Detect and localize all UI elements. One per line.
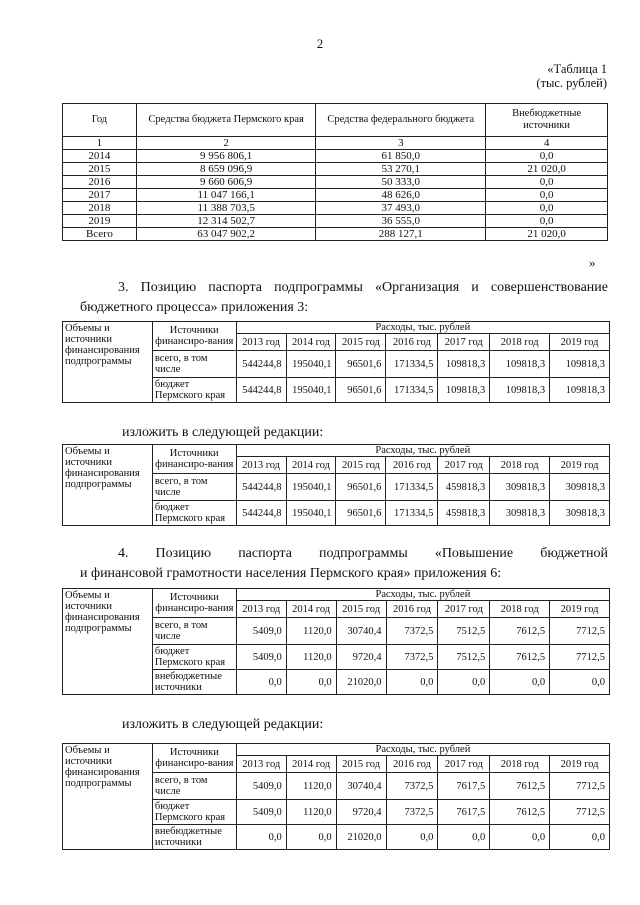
- paragraph-3-line-1: 3. Позицию паспорта подпрограммы «Организация и совершенствование: [118, 280, 608, 295]
- expense-value: 0,0: [386, 670, 438, 695]
- expense-value: 0,0: [236, 825, 286, 850]
- cell-extrabudget: 0,0: [486, 176, 608, 189]
- expense-value: 171334,5: [386, 501, 438, 526]
- expense-value: 544244,8: [236, 378, 286, 403]
- cell-extrabudget: 0,0: [486, 215, 608, 228]
- expense-value: 5409,0: [236, 645, 286, 670]
- year-header: 2016 год: [386, 756, 438, 773]
- paragraph-4-line-1: 4. Позицию паспорта подпрограммы «Повышение бюджетной: [118, 546, 608, 561]
- year-header: 2014 год: [286, 457, 336, 474]
- year-header: 2013 год: [236, 457, 286, 474]
- cell-regional-budget: 12 314 502,7: [136, 215, 316, 228]
- year-header: 2013 год: [236, 334, 286, 351]
- expense-value: 309818,3: [550, 501, 610, 526]
- cell-regional-budget: 11 047 166,1: [136, 189, 316, 202]
- expense-value: 544244,8: [236, 474, 286, 501]
- cell-extrabudget: 0,0: [486, 189, 608, 202]
- cell-extrabudget: 21 020,0: [486, 163, 608, 176]
- expense-value: 7372,5: [386, 773, 438, 800]
- passport-table-old-3: [62, 321, 610, 403]
- expense-value: 0,0: [490, 825, 550, 850]
- year-header: 2017 год: [438, 601, 490, 618]
- year-header: 2017 год: [438, 756, 490, 773]
- cell-extrabudget: 0,0: [486, 202, 608, 215]
- table-row: [63, 176, 608, 189]
- header-year: Год: [63, 104, 137, 137]
- expense-value: 195040,1: [286, 378, 336, 403]
- expense-value: 109818,3: [438, 378, 490, 403]
- expense-value: 0,0: [286, 825, 336, 850]
- paragraph-4: [80, 544, 608, 584]
- expense-value: 30740,4: [336, 618, 386, 645]
- cell-year: 2019: [63, 215, 137, 228]
- year-header: 2017 год: [438, 334, 490, 351]
- expense-value: 7512,5: [438, 618, 490, 645]
- expense-value: 0,0: [550, 670, 610, 695]
- expense-value: 0,0: [286, 670, 336, 695]
- col-number: 4: [486, 137, 608, 150]
- page-number: 2: [316, 36, 324, 51]
- col-number: 2: [136, 137, 316, 150]
- expense-value: 7712,5: [550, 773, 610, 800]
- source-name: бюджет Пермского края: [152, 378, 236, 403]
- expenses-header: Расходы, тыс. рублей: [236, 589, 609, 601]
- year-header: 2019 год: [550, 334, 610, 351]
- year-header: 2018 год: [490, 756, 550, 773]
- financing-table: [62, 103, 608, 241]
- year-header: 2018 год: [490, 334, 550, 351]
- expense-value: 7712,5: [550, 618, 610, 645]
- expense-value: 7617,5: [438, 800, 490, 825]
- expense-value: 109818,3: [438, 351, 490, 378]
- year-header: 2019 год: [550, 457, 610, 474]
- header-federal-budget: Средства федерального бюджета: [316, 104, 486, 137]
- expense-value: 7372,5: [386, 645, 438, 670]
- table-row: [63, 189, 608, 202]
- expense-value: 309818,3: [490, 501, 550, 526]
- cell-federal-budget: 53 270,1: [316, 163, 486, 176]
- expense-value: 7712,5: [550, 800, 610, 825]
- year-header: 2015 год: [336, 601, 386, 618]
- expense-value: 0,0: [490, 670, 550, 695]
- expenses-header: Расходы, тыс. рублей: [236, 322, 609, 334]
- cell-federal-budget: 288 127,1: [316, 228, 486, 241]
- expense-value: 96501,6: [336, 351, 386, 378]
- source-name: внебюджетные источники: [152, 670, 236, 695]
- passport-table-new-6: [62, 743, 610, 850]
- source-name: бюджет Пермского края: [152, 800, 236, 825]
- expense-value: 195040,1: [286, 351, 336, 378]
- expense-value: 309818,3: [490, 474, 550, 501]
- expense-value: 7617,5: [438, 773, 490, 800]
- expenses-header: Расходы, тыс. рублей: [236, 445, 609, 457]
- expense-value: 544244,8: [236, 501, 286, 526]
- expense-value: 195040,1: [286, 474, 336, 501]
- year-header: 2015 год: [336, 756, 386, 773]
- year-header: 2016 год: [386, 334, 438, 351]
- year-header: 2019 год: [550, 601, 610, 618]
- expense-value: 459818,3: [438, 474, 490, 501]
- expense-value: 1120,0: [286, 618, 336, 645]
- passport-label: Объемы и источники финансирования подпрограммы: [63, 589, 153, 695]
- header-regional-budget: Средства бюджета Пермского края: [136, 104, 316, 137]
- col-number: 3: [316, 137, 486, 150]
- source-name: всего, в том числе: [152, 474, 236, 501]
- expound-text: изложить в следующей редакции:: [122, 717, 324, 732]
- cell-year: 2015: [63, 163, 137, 176]
- expense-value: 1120,0: [286, 645, 336, 670]
- year-header: 2018 год: [490, 457, 550, 474]
- year-header: 2014 год: [286, 601, 336, 618]
- expense-value: 171334,5: [386, 474, 438, 501]
- expense-value: 21020,0: [336, 670, 386, 695]
- table-row: [63, 202, 608, 215]
- expense-value: 7612,5: [490, 645, 550, 670]
- closing-quote: »: [589, 255, 596, 270]
- cell-year: 2017: [63, 189, 137, 202]
- table-caption-title: «Таблица 1: [547, 62, 607, 76]
- sources-header: Источники финансиро-вания: [152, 589, 236, 618]
- cell-federal-budget: 36 555,0: [316, 215, 486, 228]
- paragraph-3: [80, 278, 608, 318]
- cell-federal-budget: 37 493,0: [316, 202, 486, 215]
- expense-value: 96501,6: [336, 501, 386, 526]
- source-name: всего, в том числе: [152, 618, 236, 645]
- year-header: 2014 год: [286, 334, 336, 351]
- expense-value: 0,0: [386, 825, 438, 850]
- passport-table-new-3: [62, 444, 610, 526]
- table-row: [63, 228, 608, 241]
- header-extrabudget: Внебюджетные источники: [486, 104, 608, 137]
- source-name: бюджет Пермского края: [152, 645, 236, 670]
- expense-value: 195040,1: [286, 501, 336, 526]
- expense-value: 96501,6: [336, 474, 386, 501]
- expense-value: 109818,3: [550, 378, 610, 403]
- expense-value: 5409,0: [236, 618, 286, 645]
- expense-value: 5409,0: [236, 800, 286, 825]
- expense-value: 21020,0: [336, 825, 386, 850]
- table-row: [63, 215, 608, 228]
- expense-value: 7372,5: [386, 618, 438, 645]
- paragraph-4-line-2: и финансовой грамотности населения Пермского края» приложения 6:: [80, 566, 502, 581]
- cell-extrabudget: 21 020,0: [486, 228, 608, 241]
- year-header: 2015 год: [336, 457, 386, 474]
- year-header: 2016 год: [386, 601, 438, 618]
- expense-value: 9720,4: [336, 645, 386, 670]
- cell-year: 2014: [63, 150, 137, 163]
- passport-label: Объемы и источники финансирования подпрограммы: [63, 322, 153, 403]
- cell-regional-budget: 9 660 606,9: [136, 176, 316, 189]
- table-caption-unit: (тыс. рублей): [536, 76, 607, 90]
- year-header: 2016 год: [386, 457, 438, 474]
- cell-year: 2018: [63, 202, 137, 215]
- expense-value: 109818,3: [490, 378, 550, 403]
- expense-value: 7612,5: [490, 773, 550, 800]
- expense-value: 1120,0: [286, 800, 336, 825]
- cell-federal-budget: 50 333,0: [316, 176, 486, 189]
- expense-value: 9720,4: [336, 800, 386, 825]
- passport-label: Объемы и источники финансирования подпрограммы: [63, 445, 153, 526]
- col-number: 1: [63, 137, 137, 150]
- expense-value: 0,0: [438, 825, 490, 850]
- year-header: 2014 год: [286, 756, 336, 773]
- cell-federal-budget: 48 626,0: [316, 189, 486, 202]
- expense-value: 7372,5: [386, 800, 438, 825]
- sources-header: Источники финансиро-вания: [152, 744, 236, 773]
- cell-federal-budget: 61 850,0: [316, 150, 486, 163]
- expense-value: 0,0: [550, 825, 610, 850]
- cell-year: Всего: [63, 228, 137, 241]
- paragraph-3-line-2: бюджетного процесса» приложения 3:: [80, 300, 309, 315]
- sources-header: Источники финансиро-вания: [152, 322, 236, 351]
- table-row: [63, 163, 608, 176]
- table-caption: [536, 62, 607, 90]
- cell-regional-budget: 9 956 806,1: [136, 150, 316, 163]
- expense-value: 7612,5: [490, 800, 550, 825]
- expense-value: 171334,5: [386, 378, 438, 403]
- expense-value: 171334,5: [386, 351, 438, 378]
- cell-regional-budget: 8 659 096,9: [136, 163, 316, 176]
- source-name: всего, в том числе: [152, 351, 236, 378]
- year-header: 2019 год: [550, 756, 610, 773]
- expense-value: 0,0: [438, 670, 490, 695]
- cell-year: 2016: [63, 176, 137, 189]
- expound-text: изложить в следующей редакции:: [122, 425, 324, 440]
- sources-header: Источники финансиро-вания: [152, 445, 236, 474]
- cell-regional-budget: 11 388 703,5: [136, 202, 316, 215]
- expense-value: 7512,5: [438, 645, 490, 670]
- table-row: [63, 150, 608, 163]
- passport-label: Объемы и источники финансирования подпрограммы: [63, 744, 153, 850]
- source-name: внебюджетные источники: [152, 825, 236, 850]
- passport-table-old-6: [62, 588, 610, 695]
- year-header: 2015 год: [336, 334, 386, 351]
- expense-value: 5409,0: [236, 773, 286, 800]
- year-header: 2018 год: [490, 601, 550, 618]
- expense-value: 0,0: [236, 670, 286, 695]
- expense-value: 459818,3: [438, 501, 490, 526]
- expense-value: 544244,8: [236, 351, 286, 378]
- source-name: бюджет Пермского края: [152, 501, 236, 526]
- year-header: 2017 год: [438, 457, 490, 474]
- expense-value: 309818,3: [550, 474, 610, 501]
- expense-value: 109818,3: [550, 351, 610, 378]
- cell-regional-budget: 63 047 902,2: [136, 228, 316, 241]
- year-header: 2013 год: [236, 601, 286, 618]
- expense-value: 30740,4: [336, 773, 386, 800]
- expense-value: 7612,5: [490, 618, 550, 645]
- cell-extrabudget: 0,0: [486, 150, 608, 163]
- expenses-header: Расходы, тыс. рублей: [236, 744, 609, 756]
- expense-value: 7712,5: [550, 645, 610, 670]
- year-header: 2013 год: [236, 756, 286, 773]
- expense-value: 96501,6: [336, 378, 386, 403]
- source-name: всего, в том числе: [152, 773, 236, 800]
- expense-value: 1120,0: [286, 773, 336, 800]
- expense-value: 109818,3: [490, 351, 550, 378]
